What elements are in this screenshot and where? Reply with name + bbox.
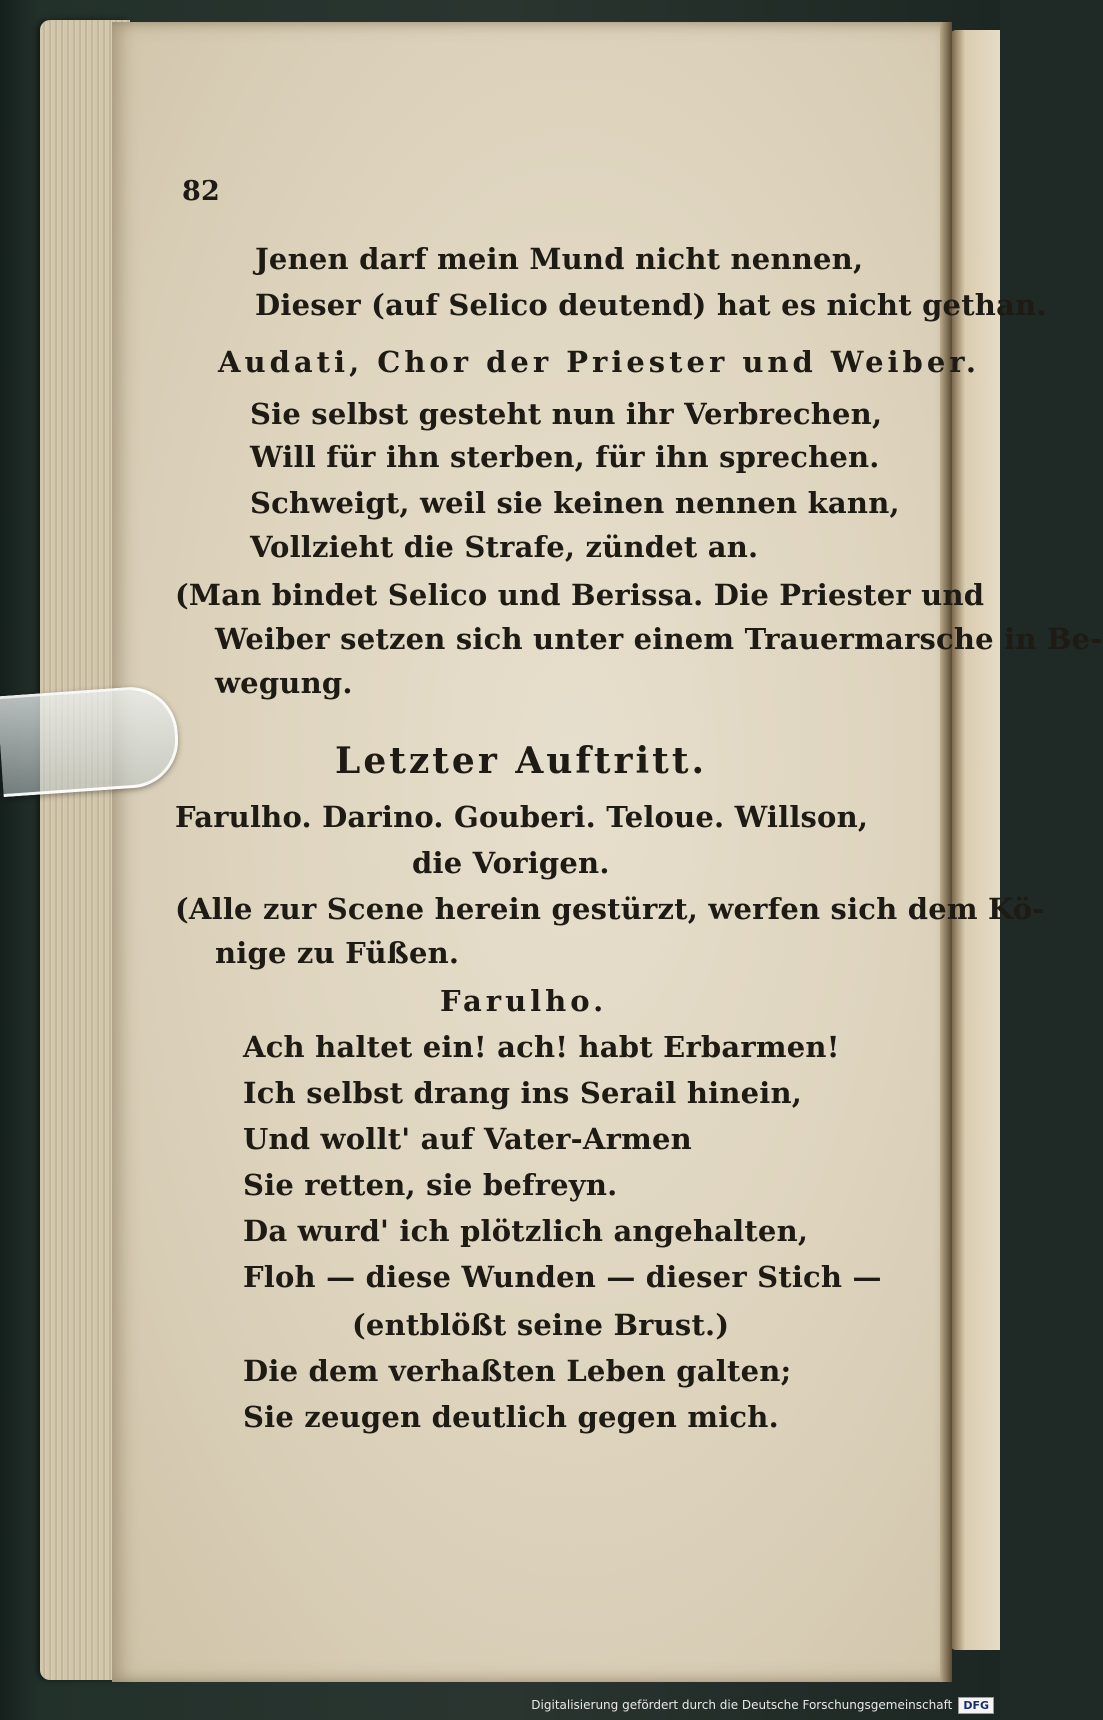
- stage-direction: (Alle zur Scene herein gestürzt, werfen sich dem Kö-: [175, 892, 1045, 926]
- stage-direction: (Man bindet Selico und Berissa. Die Priester und: [175, 578, 985, 612]
- stage-direction: Weiber setzen sich unter einem Trauermarsche in Be-: [215, 622, 1103, 656]
- page-clip: [0, 684, 181, 797]
- verse-line: Schweigt, weil sie keinen nennen kann,: [250, 486, 900, 520]
- book-gutter: [940, 22, 952, 1682]
- character-list: die Vorigen.: [412, 846, 610, 880]
- verse-line: Sie selbst gesteht nun ihr Verbrechen,: [250, 397, 883, 431]
- stage-direction: nige zu Füßen.: [215, 936, 460, 970]
- speaker-heading: Farulho.: [440, 984, 608, 1018]
- verse-line: Die dem verhaßten Leben galten;: [243, 1354, 792, 1388]
- verse-line: Vollzieht die Strafe, zündet an.: [250, 530, 759, 564]
- verse-line: Da wurd' ich plötzlich angehalten,: [243, 1214, 809, 1248]
- verse-line: Floh — diese Wunden — dieser Stich —: [243, 1260, 882, 1294]
- verse-line: Sie zeugen deutlich gegen mich.: [243, 1400, 779, 1434]
- scene-heading: Letzter Auftritt.: [335, 740, 707, 782]
- verse-line: Ach haltet ein! ach! habt Erbarmen!: [243, 1030, 840, 1064]
- verse-line: Sie retten, sie befreyn.: [243, 1168, 618, 1202]
- digitization-footer: [531, 1694, 994, 1716]
- stage-direction: wegung.: [215, 666, 353, 700]
- dfg-logo: DFG: [958, 1697, 994, 1714]
- character-list: Farulho. Darino. Gouberi. Teloue. Willson,: [175, 800, 869, 834]
- footer-text: Digitalisierung gefördert durch die Deutsche Forschungsgemeinschaft: [531, 1698, 953, 1712]
- verse-line: Dieser (auf Selico deutend) hat es nicht gethan.: [255, 288, 1047, 322]
- verse-line: Ich selbst drang ins Serail hinein,: [243, 1076, 803, 1110]
- page-number: 82: [182, 176, 220, 207]
- facing-page-edge: [950, 30, 1000, 1650]
- verse-line: Jenen darf mein Mund nicht nennen,: [255, 242, 864, 276]
- verse-line: Und wollt' auf Vater-Armen: [243, 1122, 692, 1156]
- verse-line: Will für ihn sterben, für ihn sprechen.: [250, 440, 880, 474]
- stage-direction: (entblößt seine Brust.): [352, 1308, 730, 1342]
- speaker-heading: Audati, Chor der Priester und Weiber.: [218, 345, 980, 379]
